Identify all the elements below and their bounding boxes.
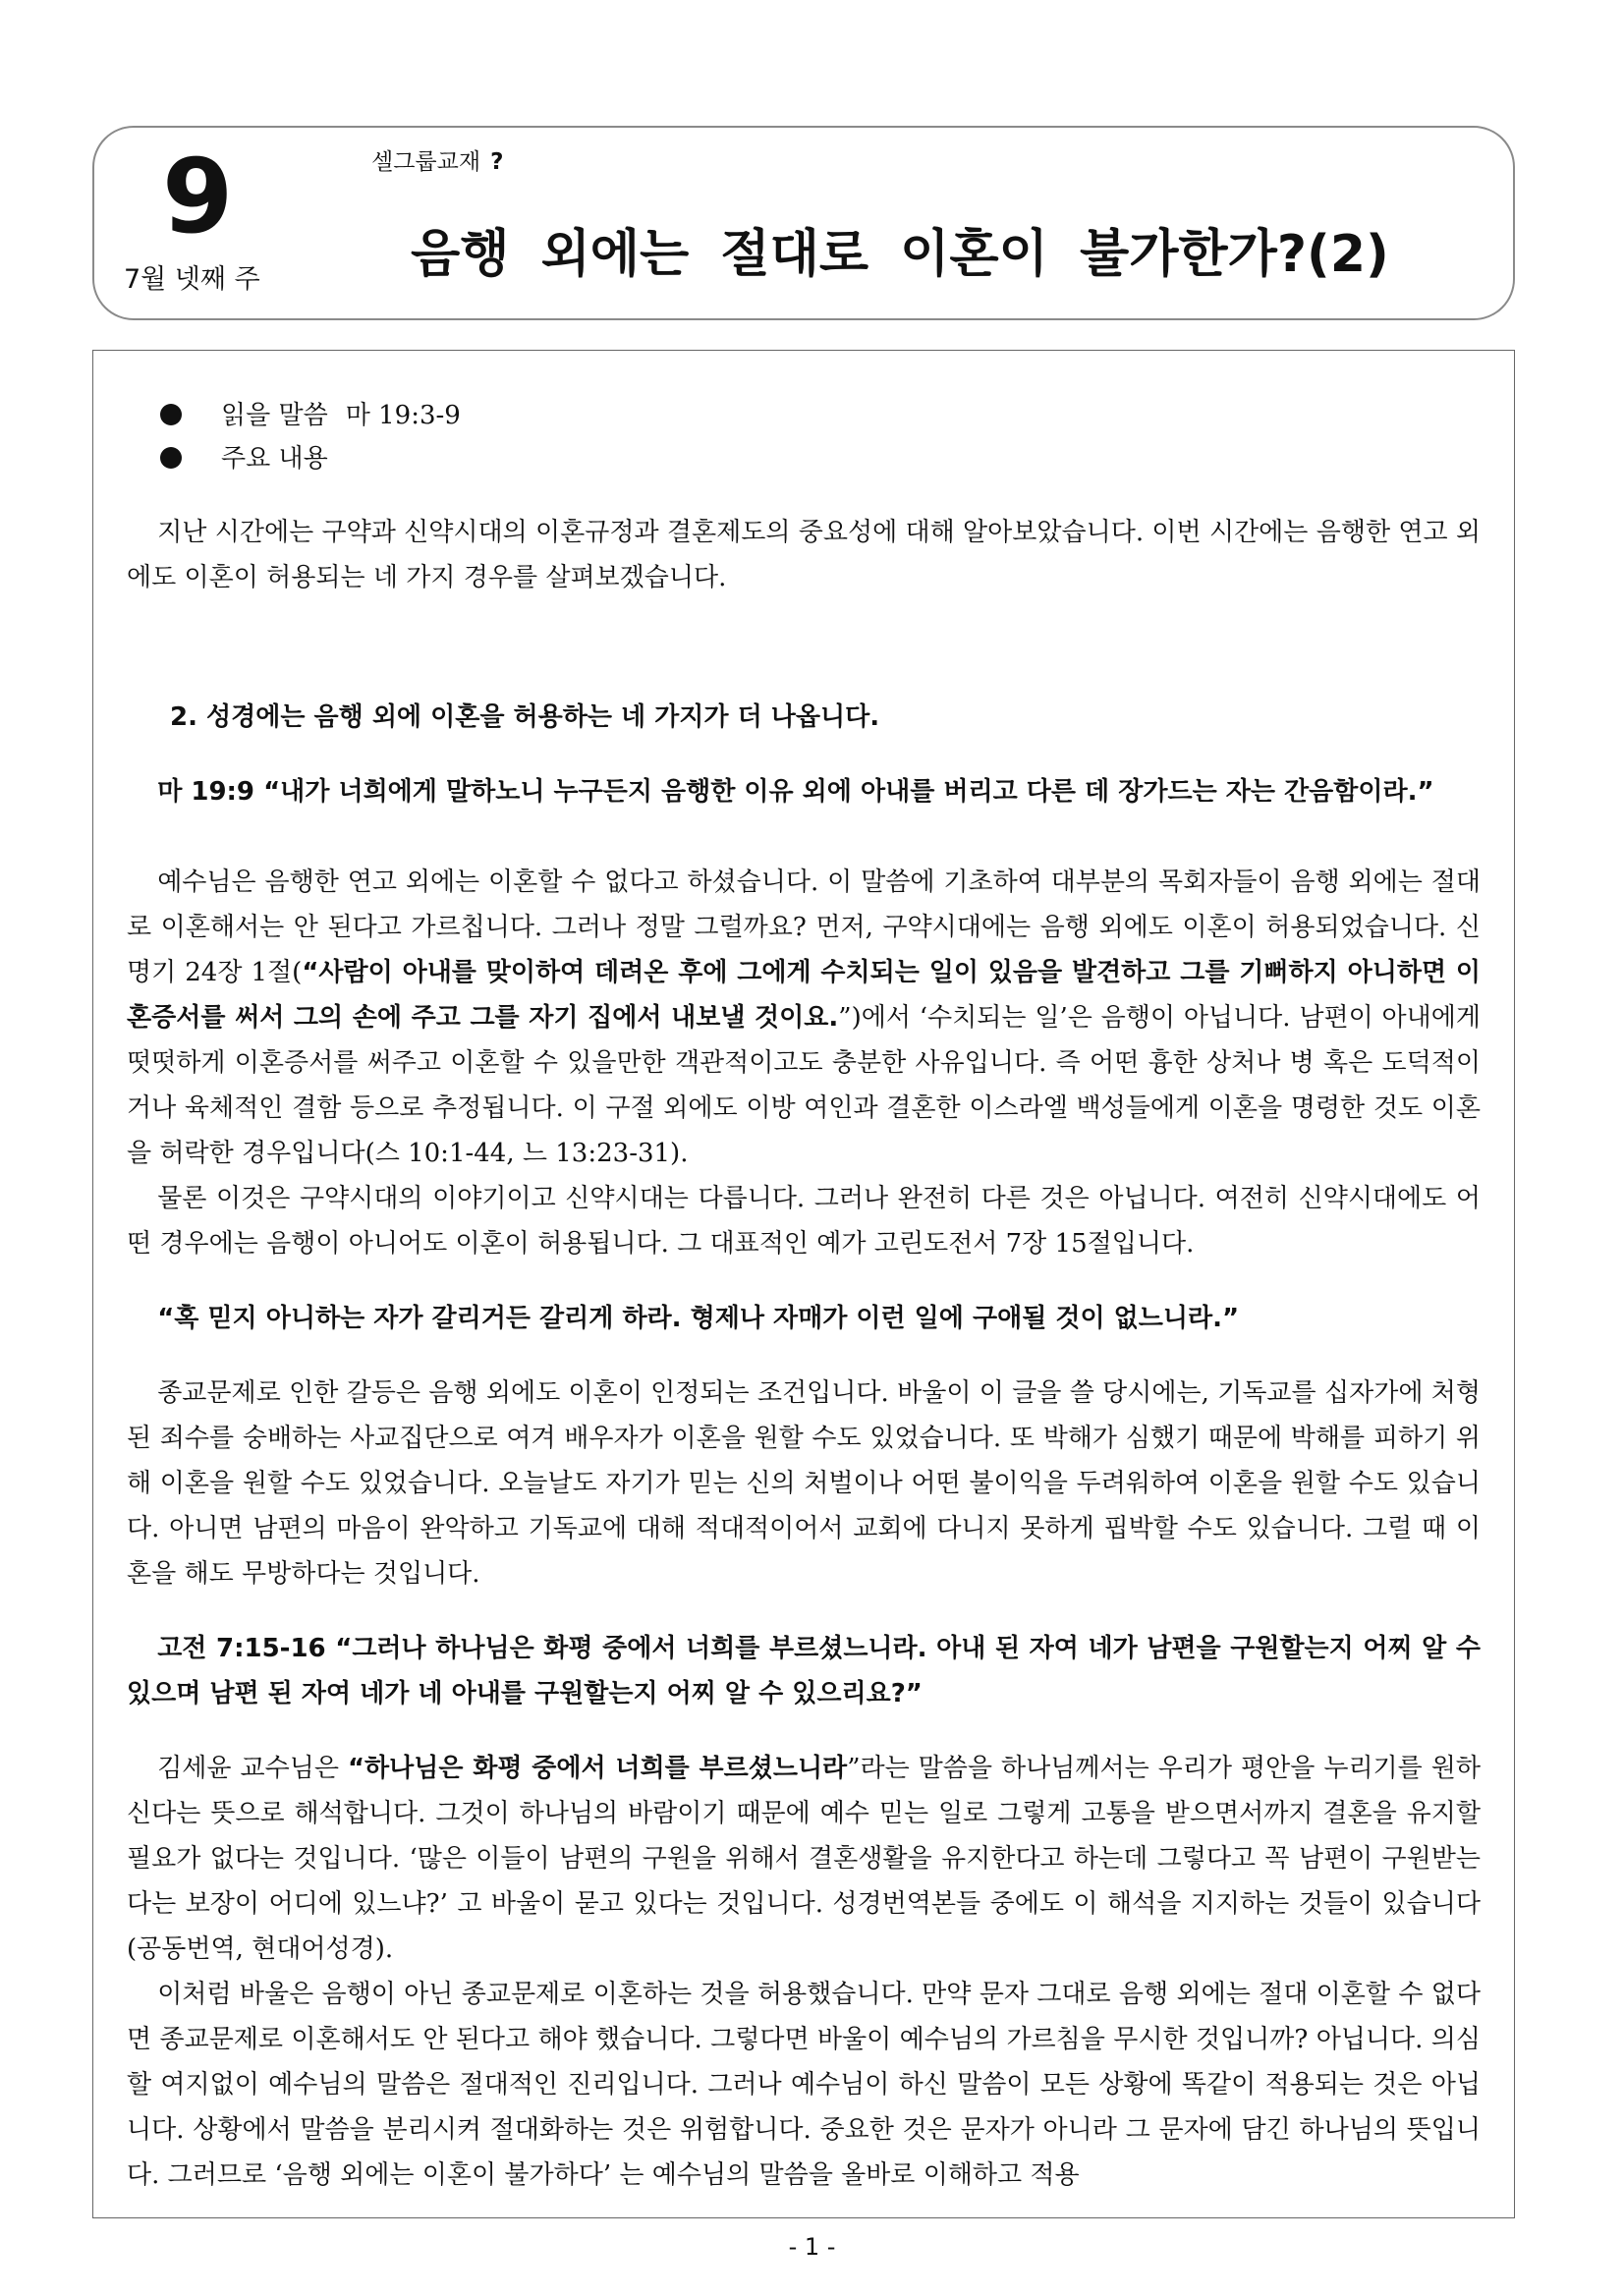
reading-label: 읽을 말씀 xyxy=(221,401,328,430)
series-mark: ? xyxy=(490,149,504,175)
page-title: 음행 외에는 절대로 이혼이 불가한가?(2) xyxy=(411,225,1389,284)
paragraph-5: 이처럼 바울은 음행이 아닌 종교문제로 이혼하는 것을 허용했습니다. 만약 문자 그대로 음행 외에는 절대 이혼할 수 없다면 종교문제로 이혼해서도 안 된다고 해야 했습니다. 그렇다면 바울이 예수님의 가르침을 무시한 것입니까? 아닙니다. 의심할 여지없이 예수님의 말씀은 절대적인 진리입니다. 그러나 예수님이 하신 말씀이 모든 상황에 똑같이 적용되는 것은 아닙니다. 상황에서 말씀을 분리시켜 절대화하는 것은 위험합니다. 중요한 것은 문자가 아니라 그 문자에 담긴 하나님의 뜻입니다. 그러므로 ‘음행 외에는 이혼이 불가하다’ 는 예수님의 말씀을 올바로 이해하고 적용 xyxy=(127,1980,1481,2190)
paragraph-4 xyxy=(127,1746,1481,1972)
bullet-reading xyxy=(127,394,1481,437)
series-label xyxy=(371,147,503,177)
content-body xyxy=(127,394,1481,2198)
content-box xyxy=(92,350,1515,2218)
paragraph-4-text-b: ”라는 말씀을 하나님께서는 우리가 평안을 누리기를 원하신다는 뜻으로 해석합니다. 그것이 하나님의 바람이기 때문에 예수 믿는 일로 그렇게 고통을 받으면서까지 결혼을 유지할 필요가 없다는 것입니다. ‘많은 이들이 남편의 구원을 위해서 결혼생활을 유지한다고 하는데 그렇다고 꼭 남편이 구원받는다는 보장이 어디에 있느냐?’ 고 바울이 묻고 있다는 것입니다. 성경번역본들 중에도 이 해석을 지지하는 것들이 있습니다(공동번역, 현대어성경). xyxy=(127,1754,1481,1964)
scripture-quote-2: “혹 믿지 아니하는 자가 갈리거든 갈리게 하라. 형제나 자매가 이런 일에 구애될 것이 없느니라.” xyxy=(157,1304,1240,1333)
series-label-text: 셀그룹교재 xyxy=(371,149,481,175)
week-label: 7월 넷째 주 xyxy=(124,264,260,295)
intro-paragraph: 지난 시간에는 구약과 신약시대의 이혼규정과 결혼제도의 중요성에 대해 알아보았습니다. 이번 시간에는 음행한 연고 외에도 이혼이 허용되는 네 가지 경우를 살펴보겠습니다. xyxy=(127,518,1481,592)
paragraph-1-text-a: 예수님은 음행한 연고 외에는 이혼할 수 없다고 하셨습니다. 이 말씀에 기초하여 대부분의 목회자들이 음행 외에는 절대로 이혼해서는 안 된다고 가르칩니다. 그러나 정말 그럴까요? 먼저, 구약시대에는 음행 외에도 이혼이 허용되었습니다. 신명기 24장 1절( xyxy=(127,868,1481,987)
week-number: 9 xyxy=(162,137,234,256)
paragraph-2: 물론 이것은 구약시대의 이야기이고 신약시대는 다릅니다. 그러나 완전히 다른 것은 아닙니다. 여전히 신약시대에도 어떤 경우에는 음행이 아니어도 이혼이 허용됩니다. 그 대표적인 예가 고린도전서 7장 15절입니다. xyxy=(127,1184,1481,1259)
paragraph-1-text-b: ”)에서 ‘수치되는 일’은 음행이 아닙니다. 남편이 아내에게 떳떳하게 이혼증서를 써주고 이혼할 수 있을만한 객관적이고도 충분한 사유입니다. 즉 어떤 흉한 상처나 병 혹은 도덕적이거나 육체적인 결함 등으로 추정됩니다. 이 구절 외에도 이방 여인과 결혼한 이스라엘 백성들에게 이혼을 명령한 것도 이혼을 허락한 경우입니다(스 10:1-44, 느 13:23-31). xyxy=(127,1003,1482,1168)
page-number: - 1 - xyxy=(788,2233,836,2261)
scripture-quote-1: 마 19:9 “내가 너희에게 말하노니 누구든지 음행한 이유 외에 아내를 버리고 다른 데 장가드는 자는 간음함이라.” xyxy=(157,777,1434,807)
paragraph-1 xyxy=(127,860,1481,1176)
section-heading: 2. 성경에는 음행 외에 이혼을 허용하는 네 가지가 더 나옵니다. xyxy=(170,702,880,732)
reading-ref: 마 19:3-9 xyxy=(345,401,461,430)
scripture-quote-3: 고전 7:15-16 “그러나 하나님은 화평 중에서 너희를 부르셨느니라. 아내 된 자여 네가 남편을 구원할는지 어찌 알 수 있으며 남편 된 자여 네가 네 아내를 구원할는지 어찌 알 수 있으리요?” xyxy=(127,1634,1481,1708)
bullet-main xyxy=(127,437,1481,480)
bullet-dot-icon xyxy=(160,404,182,425)
paragraph-1-bold: “사람이 아내를 맞이하여 데려온 후에 그에게 수치되는 일이 있음을 발견하고 그를 기뻐하지 아니하면 이혼증서를 써서 그의 손에 주고 그를 자기 집에서 내보낼 것이요. xyxy=(127,958,1481,1033)
paragraph-3: 종교문제로 인한 갈등은 음행 외에도 이혼이 인정되는 조건입니다. 바울이 이 글을 쓸 당시에는, 기독교를 십자가에 처형된 죄수를 숭배하는 사교집단으로 여겨 배우자가 이혼을 원할 수도 있었습니다. 또 박해가 심했기 때문에 박해를 피하기 위해 이혼을 원할 수도 있었습니다. 오늘날도 자기가 믿는 신의 처벌이나 어떤 불이익을 두려워하여 이혼을 원할 수도 있습니다. 아니면 남편의 마음이 완악하고 기독교에 대해 적대적이어서 교회에 다니지 못하게 핍박할 수도 있습니다. 그럴 때 이혼을 해도 무방하다는 것입니다. xyxy=(127,1378,1481,1589)
paragraph-4-bold: “하나님은 화평 중에서 너희를 부르셨느니라 xyxy=(347,1754,848,1783)
main-label: 주요 내용 xyxy=(221,444,328,474)
bullet-dot-icon xyxy=(160,447,182,469)
paragraph-4-text-a: 김세윤 교수님은 xyxy=(157,1754,348,1783)
